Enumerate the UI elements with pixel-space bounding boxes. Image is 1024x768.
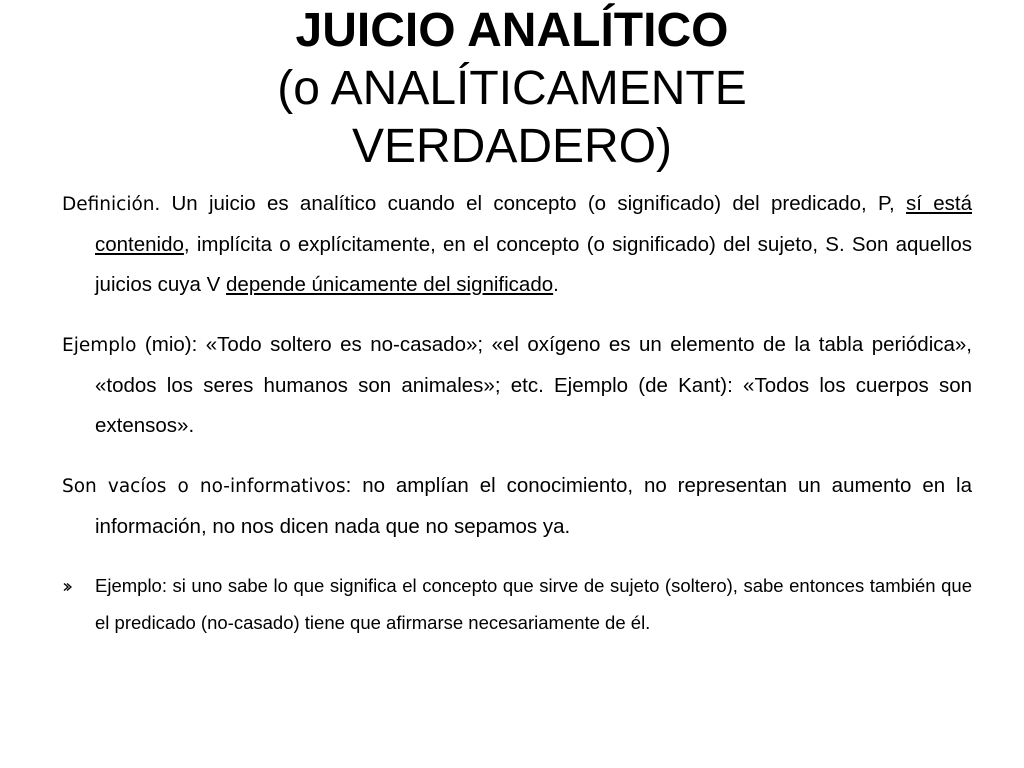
slide-title <box>0 2 1024 176</box>
chevron-right-icon <box>62 567 72 604</box>
definition-underlined-2: depende únicamente del significado <box>226 273 554 296</box>
bullet-text: Ejemplo: si uno sabe lo que significa el concepto que sirve de sujeto (soltero), sabe entonces también que el predicado (no-casado) tiene que afirmarse necesariamente de él. <box>95 575 972 633</box>
definition-text-2: , implícita o explícitamente, en el concepto (o significado) del sujeto, S. Son aquellos juicios cuya V <box>95 233 972 296</box>
example-paragraph <box>62 325 972 446</box>
slide-body <box>62 184 972 641</box>
empty-lead: Son vacíos o no-informativos <box>62 476 346 497</box>
example-lead: Ejemplo <box>62 335 137 356</box>
title-line-3: VERDADERO) <box>351 120 673 173</box>
empty-paragraph <box>62 466 972 547</box>
example-text: (mio): «Todo soltero es no-casado»; «el oxígeno es un elemento de la tabla periódica», «todos los seres humanos son animales»; etc. Ejemplo (de Kant): «Todos los cuerpos son extensos». <box>95 333 972 437</box>
empty-text: : no amplían el conocimiento, no representan un aumento en la información, no nos dicen nada que no sepamos ya. <box>95 474 972 538</box>
definition-text-3: . <box>553 273 559 296</box>
definition-underlined-1: sí está contenido <box>95 192 973 256</box>
definition-text-1: . Un juicio es analítico cuando el concepto (o significado) del predicado, P, <box>154 192 907 215</box>
bullet-item <box>62 567 972 641</box>
definition-lead: Definición <box>62 194 155 215</box>
definition-paragraph <box>62 184 972 305</box>
title-line-2: (o ANALÍTICAMENTE <box>277 62 747 115</box>
title-line-1: JUICIO ANALÍTICO <box>295 4 729 57</box>
